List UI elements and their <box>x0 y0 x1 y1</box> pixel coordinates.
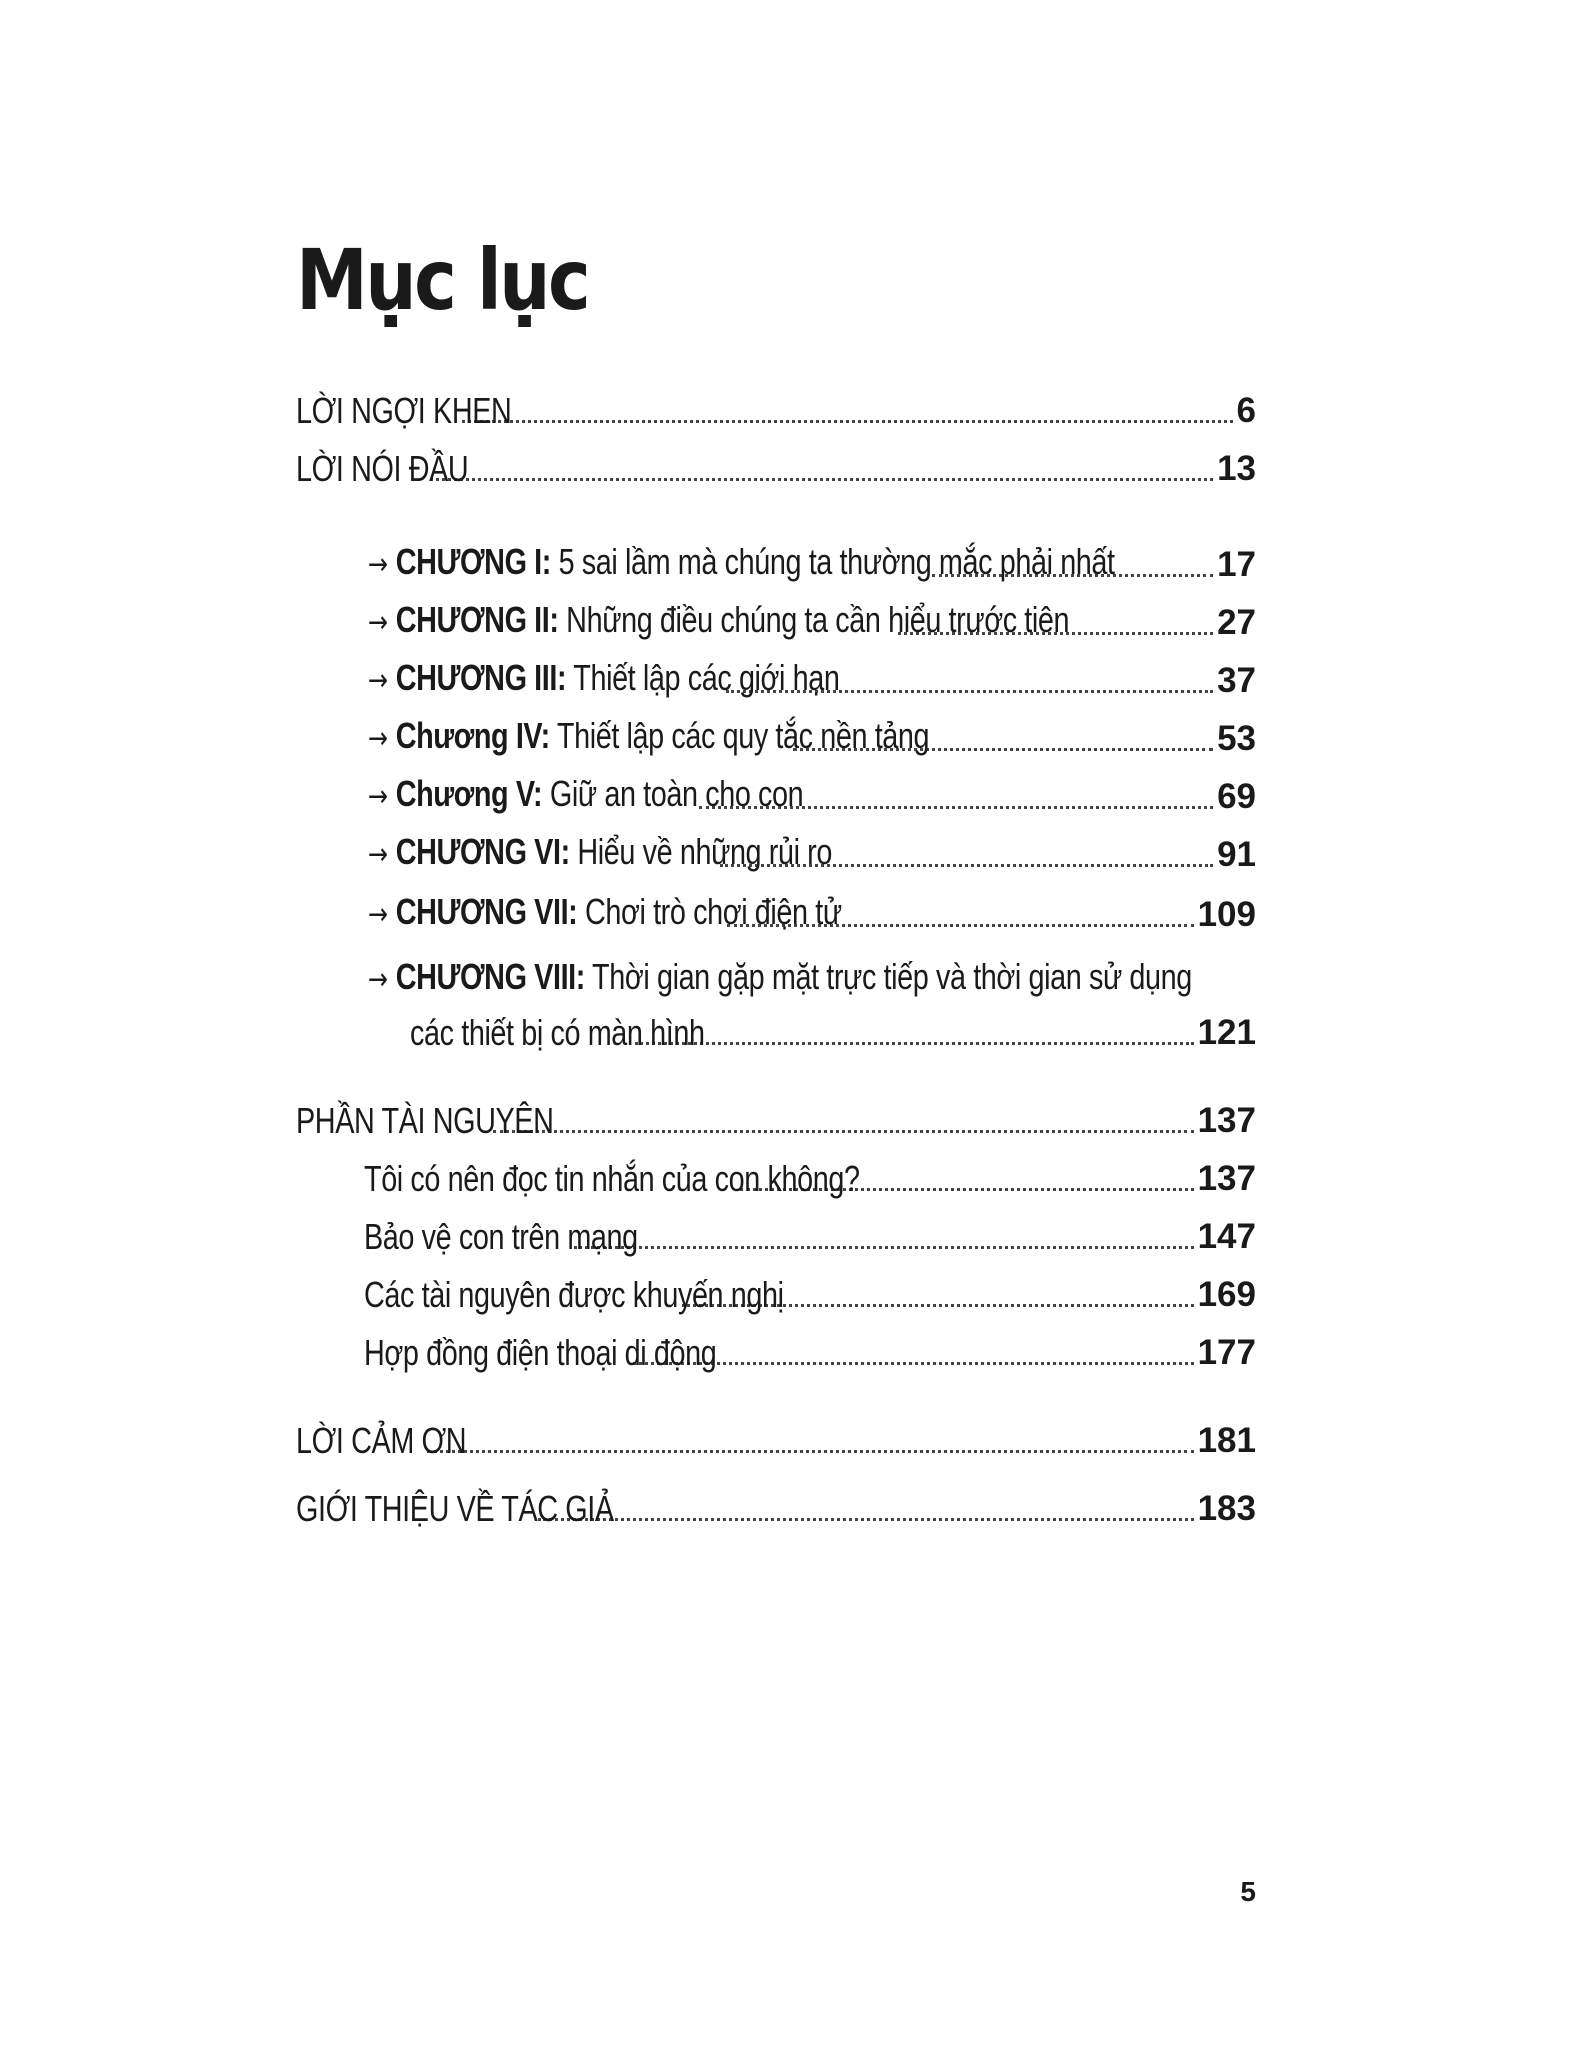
arrow-right-icon: → <box>368 897 388 932</box>
toc-page-number: 177 <box>1197 1333 1256 1372</box>
chapter-title: Hiểu về những rủi ro <box>569 831 832 872</box>
chapter-label: CHƯƠNG VI: <box>395 831 570 872</box>
arrow-right-icon: → <box>368 837 388 872</box>
chapter-title: Thiết lập các giới hạn <box>566 657 840 698</box>
toc-entry-chapter-8[interactable] <box>410 1010 1256 1056</box>
toc-entry-text: Hợp đồng điện thoại di động <box>364 1332 717 1373</box>
chapter-label: CHƯƠNG VIII: <box>395 956 585 997</box>
toc-page-number: 121 <box>1197 1013 1256 1052</box>
arrow-right-icon: → <box>368 605 388 640</box>
toc-entry-text: PHẦN TÀI NGUYÊN <box>296 1100 554 1141</box>
toc-page-number: 183 <box>1197 1489 1256 1528</box>
chapter-title: Thiết lập các quy tắc nền tảng <box>549 715 930 756</box>
toc-entry-praise[interactable] <box>296 388 1256 434</box>
chapter-label: CHƯƠNG I: <box>395 541 551 582</box>
toc-entry-about-author[interactable] <box>296 1486 1256 1532</box>
dot-leader <box>462 420 1233 423</box>
dot-leader <box>493 1130 1194 1133</box>
toc-page-number: 17 <box>1217 545 1256 584</box>
arrow-right-icon: → <box>368 962 388 997</box>
toc-entry-resource-2[interactable] <box>364 1214 1256 1260</box>
dot-leader <box>635 1042 1193 1045</box>
toc-entry-chapter-2[interactable] <box>368 600 1256 646</box>
toc-page-number: 181 <box>1197 1421 1256 1460</box>
toc-page-number: 69 <box>1217 777 1256 816</box>
toc-entry-chapter-4[interactable] <box>368 716 1256 762</box>
dot-leader <box>538 1518 1193 1521</box>
chapter-label: CHƯƠNG III: <box>395 657 567 698</box>
toc-entry-resource-1[interactable] <box>364 1156 1256 1202</box>
toc-page-number: 13 <box>1217 449 1256 488</box>
toc-entry-text: LỜI NGỢI KHEN <box>296 390 512 431</box>
arrow-right-icon: → <box>368 721 388 756</box>
toc-page-number: 6 <box>1236 391 1256 430</box>
toc-entry-text: GIỚI THIỆU VỀ TÁC GIẢ <box>296 1488 614 1529</box>
chapter-label: Chương IV: <box>395 715 550 756</box>
toc-entry-text: Tôi có nên đọc tin nhắn của con không? <box>364 1158 860 1199</box>
toc-entry-chapter-3[interactable] <box>368 658 1256 704</box>
toc-entry-resources[interactable] <box>296 1098 1256 1144</box>
chapter-label: Chương V: <box>395 773 543 814</box>
chapter-title: Thời gian gặp mặt trực tiếp và thời gian sử dụng <box>584 956 1192 997</box>
toc-entry-text: LỜI NÓI ĐẦU <box>296 448 469 489</box>
toc-entry-chapter-5[interactable] <box>368 774 1256 820</box>
toc-page-number: 169 <box>1197 1275 1256 1314</box>
toc-entry-text: Các tài nguyên được khuyến nghị <box>364 1274 784 1315</box>
dot-leader <box>633 1362 1194 1365</box>
toc-page-number: 147 <box>1197 1217 1256 1256</box>
dot-leader <box>427 1450 1193 1453</box>
toc-entry-chapter-6[interactable] <box>368 832 1256 878</box>
toc-entry-resource-3[interactable] <box>364 1272 1256 1318</box>
toc-page-number: 137 <box>1197 1159 1256 1198</box>
toc-entry-chapter-7[interactable] <box>368 892 1256 938</box>
toc-entry-resource-4[interactable] <box>364 1330 1256 1376</box>
page-title: Mục lục <box>296 231 589 329</box>
toc-page-number: 137 <box>1197 1101 1256 1140</box>
chapter-label: CHƯƠNG VII: <box>395 891 578 932</box>
toc-page-number: 109 <box>1197 895 1256 934</box>
toc-page-number: 91 <box>1217 835 1256 874</box>
arrow-right-icon: → <box>368 663 388 698</box>
toc-page-number: 27 <box>1217 603 1256 642</box>
chapter-title: Chơi trò chơi điện tử <box>577 891 842 932</box>
arrow-right-icon: → <box>368 779 388 814</box>
chapter-label: CHƯƠNG II: <box>395 599 559 640</box>
toc-page-number: 53 <box>1217 719 1256 758</box>
dot-leader <box>574 1246 1194 1249</box>
chapter-title: Những điều chúng ta cần hiểu trước tiên <box>558 599 1070 640</box>
chapter-title: Giữ an toàn cho con <box>542 773 804 814</box>
toc-entry-text: LỜI CẢM ƠN <box>296 1420 467 1461</box>
toc-entry-chapter-1[interactable] <box>368 542 1256 588</box>
toc-page-number: 37 <box>1217 661 1256 700</box>
toc-entry-chapter-8-line1[interactable] <box>368 954 1398 1000</box>
dot-leader <box>430 478 1213 481</box>
chapter-title: 5 sai lầm mà chúng ta thường mắc phải nhất <box>550 541 1115 582</box>
chapter-title-continuation: các thiết bị có màn hình <box>410 1012 705 1053</box>
page-number: 5 <box>1240 1876 1256 1907</box>
toc-entry-acknowledgements[interactable] <box>296 1418 1256 1464</box>
toc-entry-text: Bảo vệ con trên mạng <box>364 1216 638 1257</box>
toc-entry-preface[interactable] <box>296 446 1256 492</box>
arrow-right-icon: → <box>368 547 388 582</box>
